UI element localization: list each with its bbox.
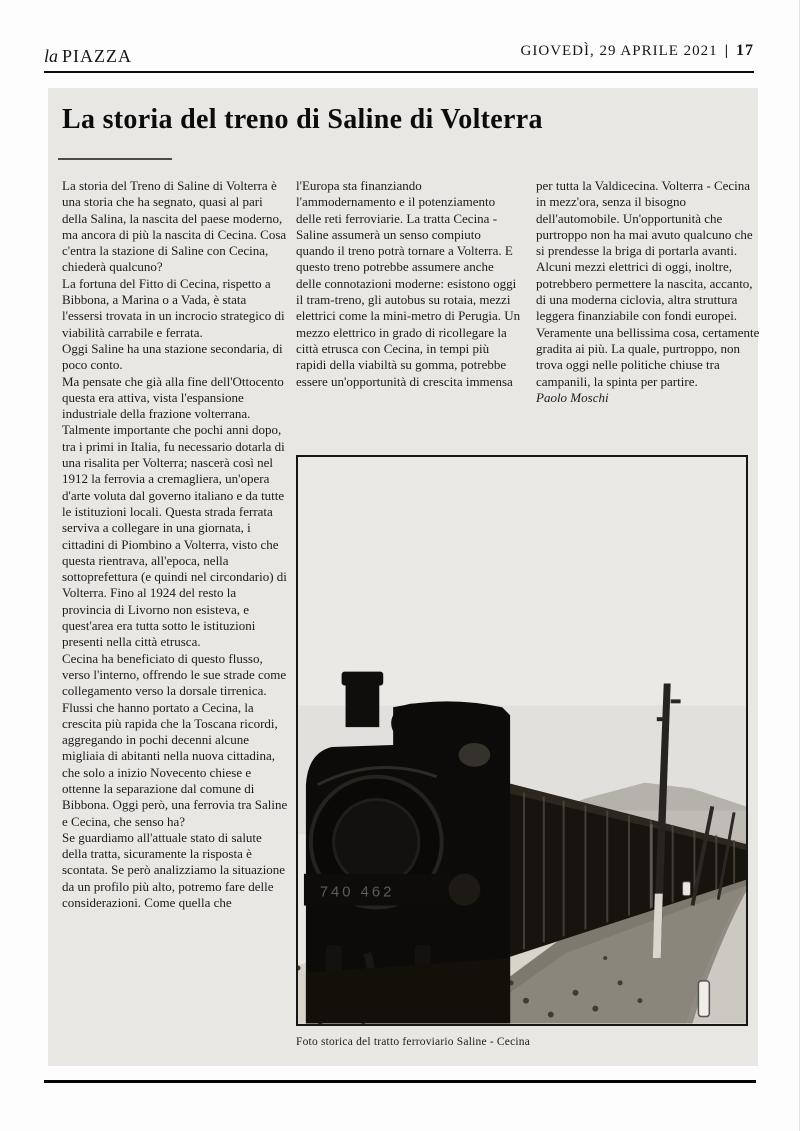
masthead: [44, 46, 132, 67]
article-column-2: [296, 178, 522, 390]
masthead-prefix: la: [44, 46, 59, 66]
article-photo-figure: [296, 455, 748, 1048]
article-paragraph: per tutta la Valdicecina. Volterra - Cecina in mezz'ora, senza il bisogno dell'automobile. Un'opportunità che purtroppo non ha mai avuto qualcuno che si prendesse la briga di portarla avanti. Alcuni mezzi elettrici di oggi, inoltre, potrebbero permettere la nascita, accanto, di una moderna ciclovia, altra struttura leggera finanziabile con fondi europei. Veramente una bellissima cosa, certamente gradita ai più. La quale, purtroppo, non trova oggi nelle politiche chiuse tra campanili, la spinta per partire.: [536, 178, 760, 389]
article-paragraph: Se guardiamo all'attuale stato di salute della tratta, sicuramente la risposta è scontata. Se però analizziamo la situazione da un profilo più alto, potremo fare delle considerazioni. Come quella che: [62, 829, 286, 911]
article-container: [48, 88, 758, 1066]
article-paragraph: Ma pensate che già alla fine dell'Ottocento questa era attiva, vista l'espansione industriale della frazione volterrana.: [62, 373, 284, 422]
photo-caption: Foto storica del tratto ferroviario Saline - Cecina: [296, 1036, 531, 1048]
article-paragraph: Cecina ha beneficiato di questo flusso, verso l'interno, offrendo le sue strade come collegamento verso la dorsale tirrenica. Flussi che hanno portato a Cecina, la crescita più rapida che la Toscana ricordi, aggregando in pochi decenni alcune migliaia di abitanti nella nuova cittadina, che solo a inizio Novecento chiese e ottenne la separazione dal comune di Bibbona. Oggi però, una ferrovia tra Saline e Cecina, che senso ha?: [62, 650, 288, 829]
article-column-1: [62, 178, 288, 911]
article-paragraph: Talmente importante che pochi anni dopo, tra i primi in Italia, fu necessario dotarla di una risalita per Volterra; nascerà così nel 1912 la ferrovia a cremagliera, un'opera d'arte voluta dal governo italiano e da tutte le istituzioni locali. Questa strada ferrata serviva a collegare in una giornata, i cittadini di Piombino a Volterra, visto che questa rientrava, all'epoca, nella sottoprefettura (e quindi nel circondario) di Volterra. Fino al 1924 del resto la provincia di Livorno non esisteva, e quest'area era tutta sotto le istituzioni presenti nella città etrusca.: [62, 422, 287, 650]
masthead-name: PIAZZA: [62, 46, 133, 66]
page-number: 17: [736, 42, 754, 59]
article-paragraph: La fortuna del Fitto di Cecina, rispetto a Bibbona, a Marina o a Vada, è stata l'essersi trovata in un incrocio strategico di viabilità carrabile e ferrata.: [62, 275, 285, 340]
bottom-rule: [44, 1080, 756, 1083]
title-rule: [58, 158, 172, 160]
article-column-3: [536, 178, 762, 406]
issue-separator: |: [724, 43, 729, 59]
article-paragraph: La storia del Treno di Saline di Volterra è una storia che ha segnato, quasi al pari della Salina, la nascita del paese moderno, ma ancora di più la nascita di Cecina. Cosa c'entra la stazione di Saline con Cecina, chiederà qualcuno?: [62, 178, 287, 275]
train-photo: [296, 455, 748, 1026]
header-rule: [44, 71, 754, 73]
issue-info: [521, 42, 754, 60]
loco-number: 740 462: [319, 884, 395, 901]
article-byline: Paolo Moschi: [536, 389, 609, 405]
article-title: La storia del treno di Saline di Volterra: [62, 104, 543, 135]
photo-marker-post: [698, 981, 709, 1017]
issue-date: GIOVEDÌ, 29 APRILE 2021: [520, 43, 718, 59]
article-paragraph: Oggi Saline ha una stazione secondaria, di poco conto.: [62, 340, 283, 373]
article-paragraph: l'Europa sta finanziando l'ammodernamento e il potenziamento delle reti ferroviarie. La tratta Cecina - Saline assumerà un senso compiuto quando il treno potrà tornare a Volterra. E questo treno potrebbe assumere anche delle connotazioni moderne: esistono oggi il tram-treno, gli autobus su rotaia, mezzi elettrici come la mini-metro di Perugia. Un mezzo elettrico in grado di ricollegare la città etrusca con Cecina, in tempi più rapidi della viabiltà su gomma, potrebbe essere un'opportunità di crescita immensa: [296, 178, 521, 389]
